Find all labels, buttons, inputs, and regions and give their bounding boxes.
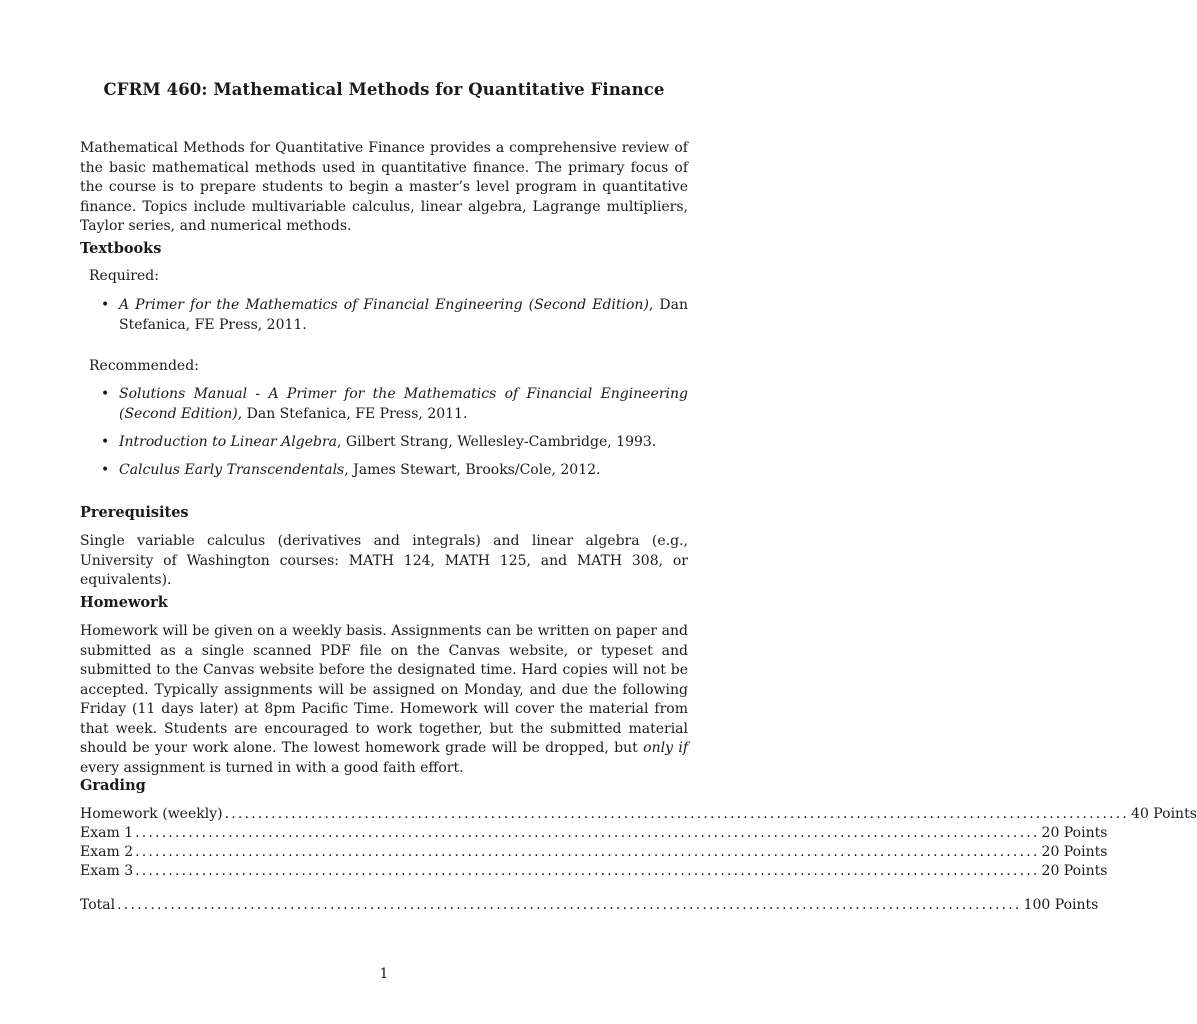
prerequisites-text: Single variable calculus (derivatives and integrals) and linear algebra (e.g., University of Washington courses: MATH 124, MATH 125, and MATH 308, or equivalents). [80,533,688,588]
required-label: Required: [89,268,159,284]
page-title: CFRM 460: Mathematical Methods for Quantitative Finance [103,80,665,99]
grading-points: 20 Points [1041,863,1108,879]
homework-text [80,622,688,778]
book-details: , James Stewart, Brooks/Cole, 2012. [344,462,601,478]
bullet-icon: • [101,434,110,450]
list-item-recommended-book [101,385,688,424]
list-item-required-book [101,296,688,335]
bullet-icon: • [101,462,110,478]
grading-item: Exam 3 [80,863,134,879]
grading-item: Homework (weekly) [80,806,223,822]
bullet-icon: • [101,297,110,313]
book-details: , Gilbert Strang, Wellesley-Cambridge, 1993. [337,434,657,450]
book-details: , Dan Stefanica, FE Press, 2011. [119,297,688,333]
list-item-recommended-book [101,461,688,481]
dot-leader: ........................................................................................................................................ [135,844,1040,860]
homework-text-part: Homework will be given on a weekly basis. Assignments can be written on paper and submitted as a single scanned PDF file on the Canvas website, or typeset and submitted to the Canvas website before the designated time. Hard copies will not be accepted. Typically assignments will be assigned on Monday, and due the following Friday (11 days later) at 8pm Pacific Time. Homework will cover the material from that week. Students are encouraged to work together, but the submitted material should be your work alone. The lowest homework grade will be dropped, but [80,623,688,756]
prerequisites-heading: Prerequisites [80,504,189,521]
homework-heading: Homework [80,594,168,611]
book-title: Solutions Manual - A Primer for the Mathematics of Financial Engineering (Second Edition) [119,386,688,422]
grading-total-row [80,896,1099,915]
grading-heading: Grading [80,777,146,794]
grading-item: Exam 1 [80,825,134,841]
grading-points: 20 Points [1041,844,1108,860]
grading-row [80,805,1197,824]
homework-text-part: every assignment is turned in with a good faith effort. [80,759,464,776]
dot-leader: ........................................................................................................................................ [135,863,1040,879]
page-number: 1 [379,966,389,982]
recommended-label: Recommended: [89,358,199,374]
grading-points: 20 Points [1041,825,1108,841]
bullet-icon: • [101,386,110,402]
textbooks-heading: Textbooks [80,240,162,257]
dot-leader: ........................................................................................................................................ [224,806,1130,822]
dot-leader: ........................................................................................................................................ [135,825,1040,841]
grading-total-points: 100 Points [1023,897,1099,913]
book-title: Calculus Early Transcendentals [119,462,345,478]
homework-emphasis: only if [643,740,688,756]
dot-leader: ........................................................................................................................................ [117,897,1022,913]
book-title: A Primer for the Mathematics of Financial Engineering (Second Edition) [119,297,649,313]
grading-row [80,824,1108,843]
book-details: , Dan Stefanica, FE Press, 2011. [237,405,468,422]
grading-total-label: Total [80,897,116,913]
book-title: Introduction to Linear Algebra [119,434,338,450]
grading-points: 40 Points [1131,806,1197,822]
course-description: Mathematical Methods for Quantitative Finance provides a comprehensive review of the basic mathematical methods used in quantitative finance. The primary focus of the course is to prepare students to begin a master’s level program in quantitative finance. Topics include multivariable calculus, linear algebra, Lagrange multipliers, Taylor series, and numerical methods. [80,140,688,234]
grading-row [80,862,1108,881]
grading-row [80,843,1108,862]
list-item-recommended-book [101,433,688,453]
grading-item: Exam 2 [80,844,134,860]
